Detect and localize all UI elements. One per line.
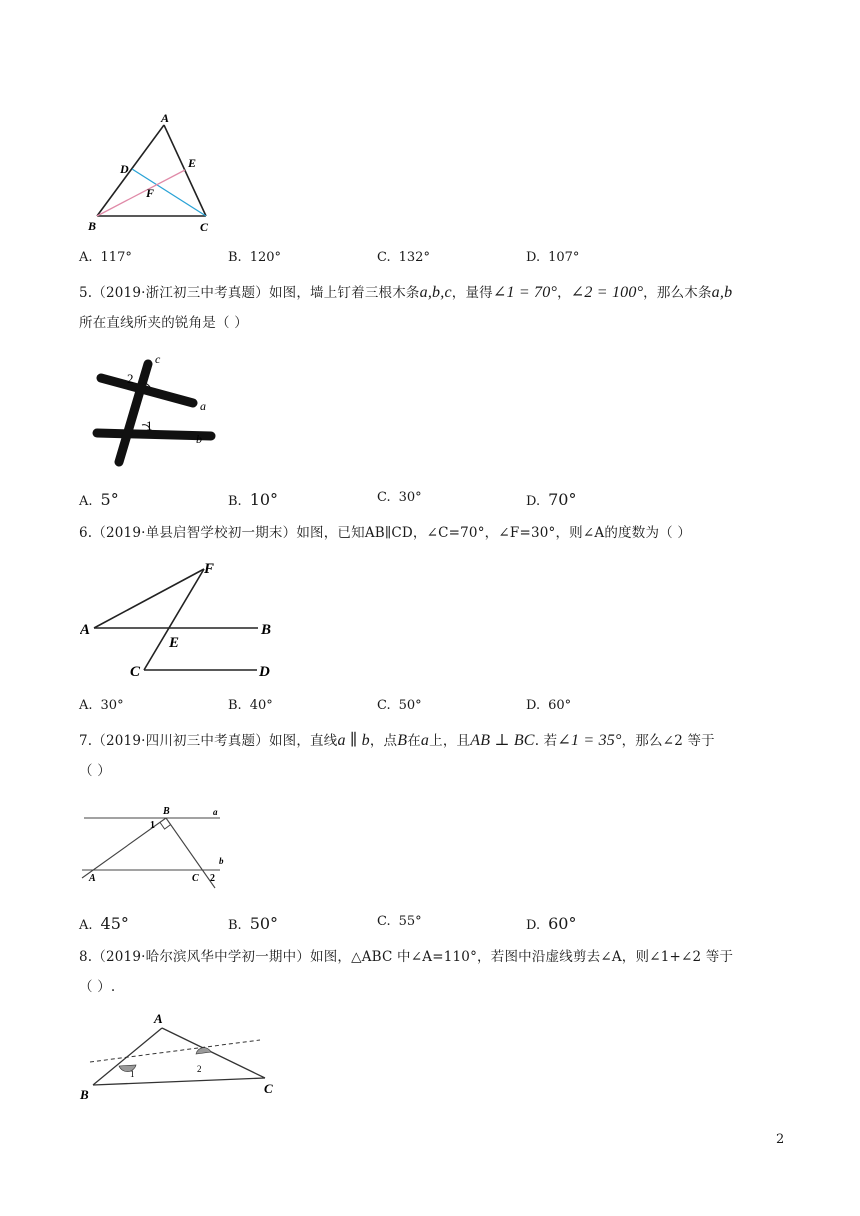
q4-option-a[interactable]: A. 117° (79, 250, 132, 265)
q7-parallel: a ∥ b (337, 732, 370, 749)
q5-options (79, 490, 779, 510)
q4-options (79, 250, 779, 270)
q4-label-d: D (120, 162, 129, 176)
q5-label-b: b (196, 432, 202, 446)
q5-wood-strips-figure (84, 352, 222, 468)
q7-label-b-line: b (219, 856, 224, 866)
q4-option-b[interactable]: B. 120° (228, 250, 282, 265)
q8-label-2: 2 (197, 1064, 202, 1074)
q7-label-a-line: a (213, 807, 218, 817)
q5-angle1: ∠1 = 70° (492, 284, 558, 301)
q5-option-b[interactable]: B. 10° (228, 490, 279, 509)
q6-option-c[interactable]: C. 50° (377, 698, 422, 713)
q5-option-a[interactable]: A. 5° (79, 490, 119, 509)
q8-label-b: B (80, 1087, 89, 1102)
q7-perpendicular-figure (78, 802, 228, 892)
q5-label-a: a (200, 399, 206, 413)
q7-text: 7.（2019·四川初三中考真题）如图，直线a ∥ b，点B在a上，且AB ⊥ BC. 若∠1 = 35°，那么∠2 等于 （ ） (79, 732, 715, 779)
q7-label-a: A (89, 873, 96, 884)
q4-label-b: B (88, 219, 97, 233)
q8-cut-triangle-figure (76, 1008, 288, 1104)
q7-option-b[interactable]: B. 50° (228, 914, 279, 933)
q6-parallel-lines-figure (80, 555, 280, 685)
q7-options (79, 914, 779, 934)
q7-option-d[interactable]: D. 60° (526, 914, 577, 933)
q7-label-1: 1 (150, 820, 155, 831)
q7-option-a[interactable]: A. 45° (79, 914, 129, 933)
q6-option-b[interactable]: B. 40° (228, 698, 273, 713)
q8-text: 8.（2019·哈尔滨风华中学初一期中）如图，△ABC 中∠A=110°，若图中沿虚线剪去∠A，则∠1+∠2 等于 （ ）. (79, 949, 734, 995)
q6-option-a[interactable]: A. 30° (79, 698, 124, 713)
q5-vars: a,b,c (419, 284, 452, 301)
q6-option-d[interactable]: D. 60° (526, 698, 572, 713)
page-number: 2 (776, 1132, 785, 1147)
q4-option-d[interactable]: D. 107° (526, 250, 580, 265)
q6-label-b: B (261, 622, 272, 638)
q7-angle1: ∠1 = 35° (557, 732, 622, 749)
q4-label-e: E (188, 156, 197, 170)
q6-label-a: A (80, 622, 91, 638)
q5-label-2: 2 (127, 371, 134, 386)
q7-label-2: 2 (210, 873, 215, 884)
q8-label-c: C (264, 1081, 273, 1096)
q6-label-c: C (130, 664, 141, 680)
q5-label-1: 1 (146, 418, 153, 433)
q6-label-e: E (169, 635, 180, 651)
q7-option-c[interactable]: C. 55° (377, 914, 422, 929)
q5-option-d[interactable]: D. 70° (526, 490, 577, 509)
q5-option-c[interactable]: C. 30° (377, 490, 422, 505)
q7-perpendicular: AB ⊥ BC (470, 732, 535, 749)
q6-label-f: F (204, 561, 215, 577)
q6-options (79, 698, 779, 718)
q7-label-c: C (192, 873, 199, 884)
q4-option-c[interactable]: C. 132° (377, 250, 430, 265)
q4-label-f: F (146, 186, 155, 200)
q4-label-a: A (161, 112, 170, 125)
q5-label-c: c (155, 352, 161, 366)
q5-angle2: ∠2 = 100° (570, 284, 644, 301)
q5-vars2: a,b (711, 284, 733, 301)
q5-text: 5.（2019·浙江初三中考真题）如图，墙上钉着三根木条a,b,c，量得∠1 = 70°，∠2 = 100°，那么木条a,b 所在直线所夹的锐角是（ ） (79, 284, 733, 331)
q6-label-d: D (259, 664, 270, 680)
q8-label-1: 1 (130, 1069, 135, 1079)
q6-text: 6.（2019·单县启智学校初一期末）如图，已知AB∥CD，∠C=70°，∠F=30°，则∠A的度数为（ ） (79, 525, 692, 541)
q7-label-b: B (163, 806, 170, 817)
q4-triangle-figure (84, 112, 224, 236)
q4-label-c: C (200, 220, 209, 234)
q8-label-a: A (154, 1011, 163, 1026)
